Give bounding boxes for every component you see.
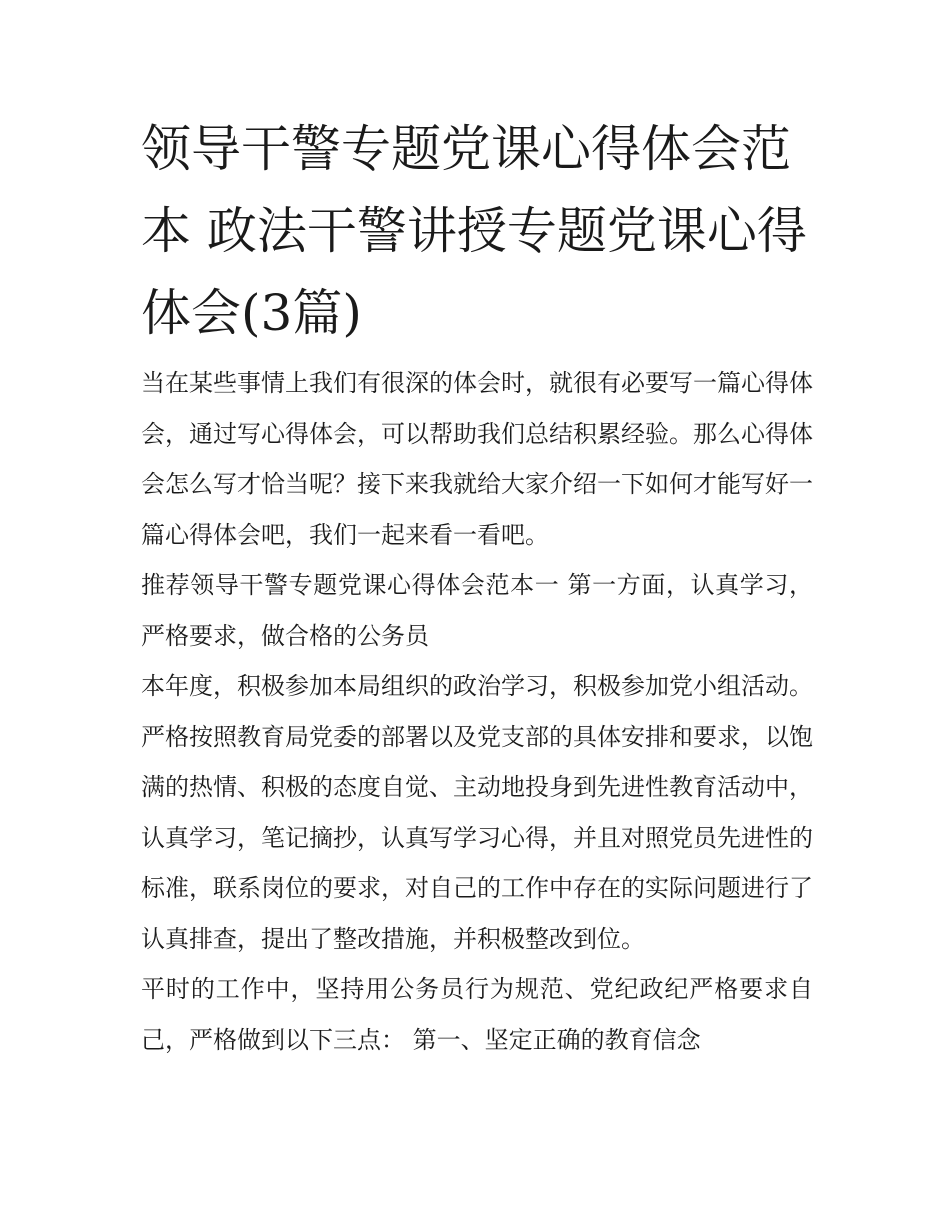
paragraph-intro: 当在某些事情上我们有很深的体会时，就很有必要写一篇心得体会，通过写心得体会，可以帮助我们总结积累经验。那么心得体会怎么写才恰当呢？接下来我就给大家介绍一下如何才能写好一篇心得体会吧，我们一起来看一看吧。 bbox=[141, 369, 813, 549]
document-title: 领导干警专题党课心得体会范本 政法干警讲授专题党课心得体会(3篇) bbox=[141, 120, 807, 342]
paragraph-recommend-heading: 推荐领导干警专题党课心得体会范本一 第一方面，认真学习，严格要求，做合格的公务员 bbox=[141, 571, 813, 650]
document-page bbox=[141, 108, 821, 1065]
paragraph-daily-work: 平时的工作中，坚持用公务员行为规范、党纪政纪严格要求自己，严格做到以下三点： 第一、坚定正确的教育信念 bbox=[141, 975, 813, 1054]
paragraph-annual-study: 本年度，积极参加本局组织的政治学习，积极参加党小组活动。严格按照教育局党委的部署以及党支部的具体安排和要求，以饱满的热情、积极的态度自觉、主动地投身到先进性教育活动中，认真学习，笔记摘抄，认真写学习心得，并且对照党员先进性的标准，联系岗位的要求，对自己的工作中存在的实际问题进行了认真排查，提出了整改措施，并积极整改到位。 bbox=[141, 672, 813, 953]
